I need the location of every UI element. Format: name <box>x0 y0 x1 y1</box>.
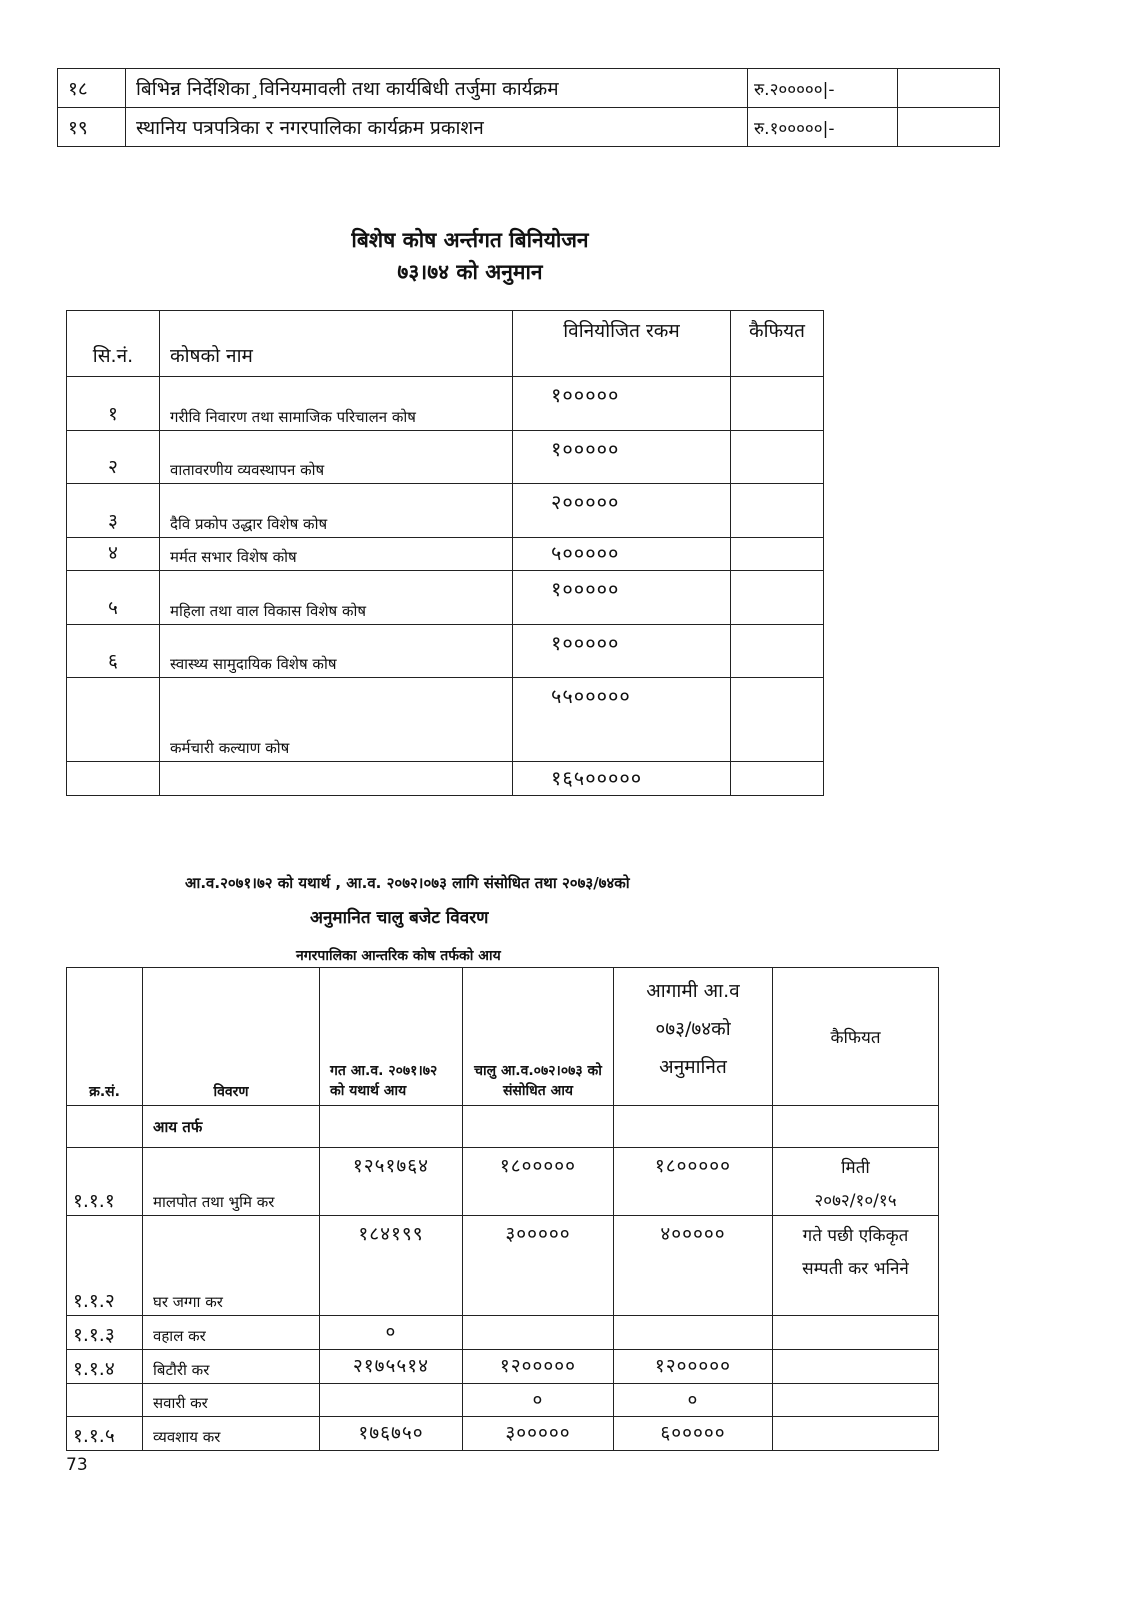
table-total-row <box>67 762 824 796</box>
row-code: १.१.२ <box>73 1290 115 1312</box>
row-desc: व्यवशाय कर <box>153 1428 221 1446</box>
fund-amount: २००००० <box>551 490 620 514</box>
table-row <box>67 678 824 762</box>
table-row <box>67 1384 939 1417</box>
header-current-revised: चालु आ.व.०७२।०७३ को संसोधित आय <box>463 968 614 1106</box>
row-desc: सवारी कर <box>153 1394 208 1412</box>
row-prev: १२५१७६४ <box>352 1155 430 1177</box>
row-next: १२००००० <box>654 1355 732 1377</box>
fund-title-line1: बिशेष कोष अर्न्तगत बिनियोजन <box>351 228 589 252</box>
header-amount: विनियोजित रकम <box>513 311 731 377</box>
row-prev: ० <box>385 1321 397 1343</box>
row-desc: वहाल कर <box>153 1327 206 1345</box>
row-remark <box>731 625 824 678</box>
row-desc: बिटौरी कर <box>153 1361 210 1379</box>
fund-title <box>0 224 940 288</box>
table-section-row <box>67 1106 939 1148</box>
fund-amount: ५५००००० <box>551 684 631 708</box>
budget-title-line2: अनुमानित चालु बजेट विवरण <box>310 908 489 928</box>
row-remark <box>731 377 824 431</box>
row-code: १.१.३ <box>73 1324 115 1346</box>
row-remark <box>898 108 1000 147</box>
header-prev-actual: गत आ.व. २०७१।७२ को यथार्थ आय <box>320 968 463 1106</box>
row-code: १.१.५ <box>73 1425 115 1447</box>
row-curr: ० <box>532 1389 544 1411</box>
table-row <box>67 1216 939 1316</box>
row-sn: ६ <box>108 650 118 672</box>
table-row <box>67 1148 939 1216</box>
row-curr: ३००००० <box>505 1422 571 1444</box>
header-desc: विवरण <box>143 968 320 1106</box>
row-remark: मिती २०७२/१०/१५ <box>814 1158 897 1211</box>
row-sn: १ <box>108 403 118 425</box>
section-label: आय तर्फ <box>153 1117 203 1136</box>
fund-name: गरीवि निवारण तथा सामाजिक परिचालन कोष <box>170 408 416 426</box>
header-name: कोषको नाम <box>160 311 513 377</box>
header-remark: कैफियत <box>731 311 824 377</box>
budget-table <box>66 967 939 1451</box>
table-row <box>67 1350 939 1384</box>
table-row <box>67 1417 939 1451</box>
table-row <box>67 538 824 571</box>
row-curr: ३००००० <box>505 1223 571 1245</box>
row-remark <box>731 484 824 538</box>
row-next: ४००००० <box>660 1223 726 1245</box>
fund-amount: १००००० <box>551 631 620 655</box>
row-remark <box>731 538 824 571</box>
row-sn: १८ <box>58 69 126 108</box>
row-next: ० <box>687 1389 699 1411</box>
row-description: स्थानिय पत्रपत्रिका र नगरपालिका कार्यक्रम प्रकाशन <box>126 108 748 147</box>
budget-subtitle: नगरपालिका आन्तरिक कोष तर्फको आय <box>296 948 501 964</box>
row-sn: १९ <box>58 108 126 147</box>
row-prev: १८४१९९ <box>358 1223 424 1245</box>
table-row <box>67 431 824 484</box>
row-remark <box>898 69 1000 108</box>
fund-amount: १००००० <box>551 577 620 601</box>
top-table <box>57 68 1000 147</box>
row-amount: रु.२०००००|- <box>748 69 898 108</box>
fund-total: १६५००००० <box>551 766 643 790</box>
row-amount: रु.१०००००|- <box>748 108 898 147</box>
fund-name: वातावरणीय व्यवस्थापन कोष <box>170 461 325 479</box>
table-row <box>67 484 824 538</box>
row-next: १८००००० <box>654 1155 732 1177</box>
row-remark: गते पछी एकिकृत सम्पती कर भनिने <box>802 1226 909 1279</box>
row-curr: १२००००० <box>499 1355 577 1377</box>
fund-amount: १००००० <box>551 437 620 461</box>
row-sn: ४ <box>108 542 118 564</box>
fund-name: मर्मत सभार विशेष कोष <box>170 548 297 566</box>
fund-amount: १००००० <box>551 383 620 407</box>
budget-title-line1: आ.व.२०७१।७२ को यथार्थ , आ.व. २०७२।०७३ लागि संसोधित तथा २०७३/७४को <box>185 874 630 892</box>
row-remark <box>731 431 824 484</box>
fund-name: कर्मचारी कल्याण कोष <box>170 739 290 757</box>
table-row <box>67 625 824 678</box>
row-sn: ३ <box>108 510 118 532</box>
row-desc: मालपोत तथा भुमि कर <box>153 1193 275 1211</box>
fund-name: महिला तथा वाल विकास विशेष कोष <box>170 602 367 620</box>
table-header-row <box>67 311 824 377</box>
table-row <box>67 571 824 625</box>
row-prev: १७६७५० <box>358 1422 424 1444</box>
fund-amount: ५००००० <box>551 541 620 565</box>
row-remark <box>731 678 824 762</box>
header-remark: कैफियत <box>773 968 939 1106</box>
fund-title-line2: ७३।७४ को अनुमान <box>397 260 543 284</box>
row-code: १.१.१ <box>73 1190 115 1212</box>
fund-table <box>66 310 824 796</box>
row-prev: २१७५५१४ <box>352 1355 430 1377</box>
row-desc: घर जग्गा कर <box>153 1293 223 1311</box>
table-row <box>58 108 1000 147</box>
header-sn: क्र.सं. <box>67 968 143 1106</box>
fund-name: स्वास्थ्य सामुदायिक विशेष कोष <box>170 655 337 673</box>
row-code: १.१.४ <box>73 1358 115 1380</box>
fund-name: दैवि प्रकोप उद्धार विशेष कोष <box>170 515 328 533</box>
row-curr: १८००००० <box>499 1155 577 1177</box>
table-row <box>67 1316 939 1350</box>
table-row <box>58 69 1000 108</box>
page-number: 73 <box>66 1455 88 1475</box>
row-sn: २ <box>108 456 118 478</box>
row-next: ६००००० <box>660 1422 726 1444</box>
table-header-row <box>67 968 939 1106</box>
row-sn: ५ <box>108 597 118 619</box>
row-remark <box>731 571 824 625</box>
header-next-estimate: आगामी आ.व ०७३/७४को अनुमानित <box>614 968 773 1106</box>
header-sn: सि.नं. <box>67 311 160 377</box>
row-description: बिभिन्न निर्देशिका¸विनियमावली तथा कार्यबिधी तर्जुमा कार्यक्रम <box>126 69 748 108</box>
table-row <box>67 377 824 431</box>
